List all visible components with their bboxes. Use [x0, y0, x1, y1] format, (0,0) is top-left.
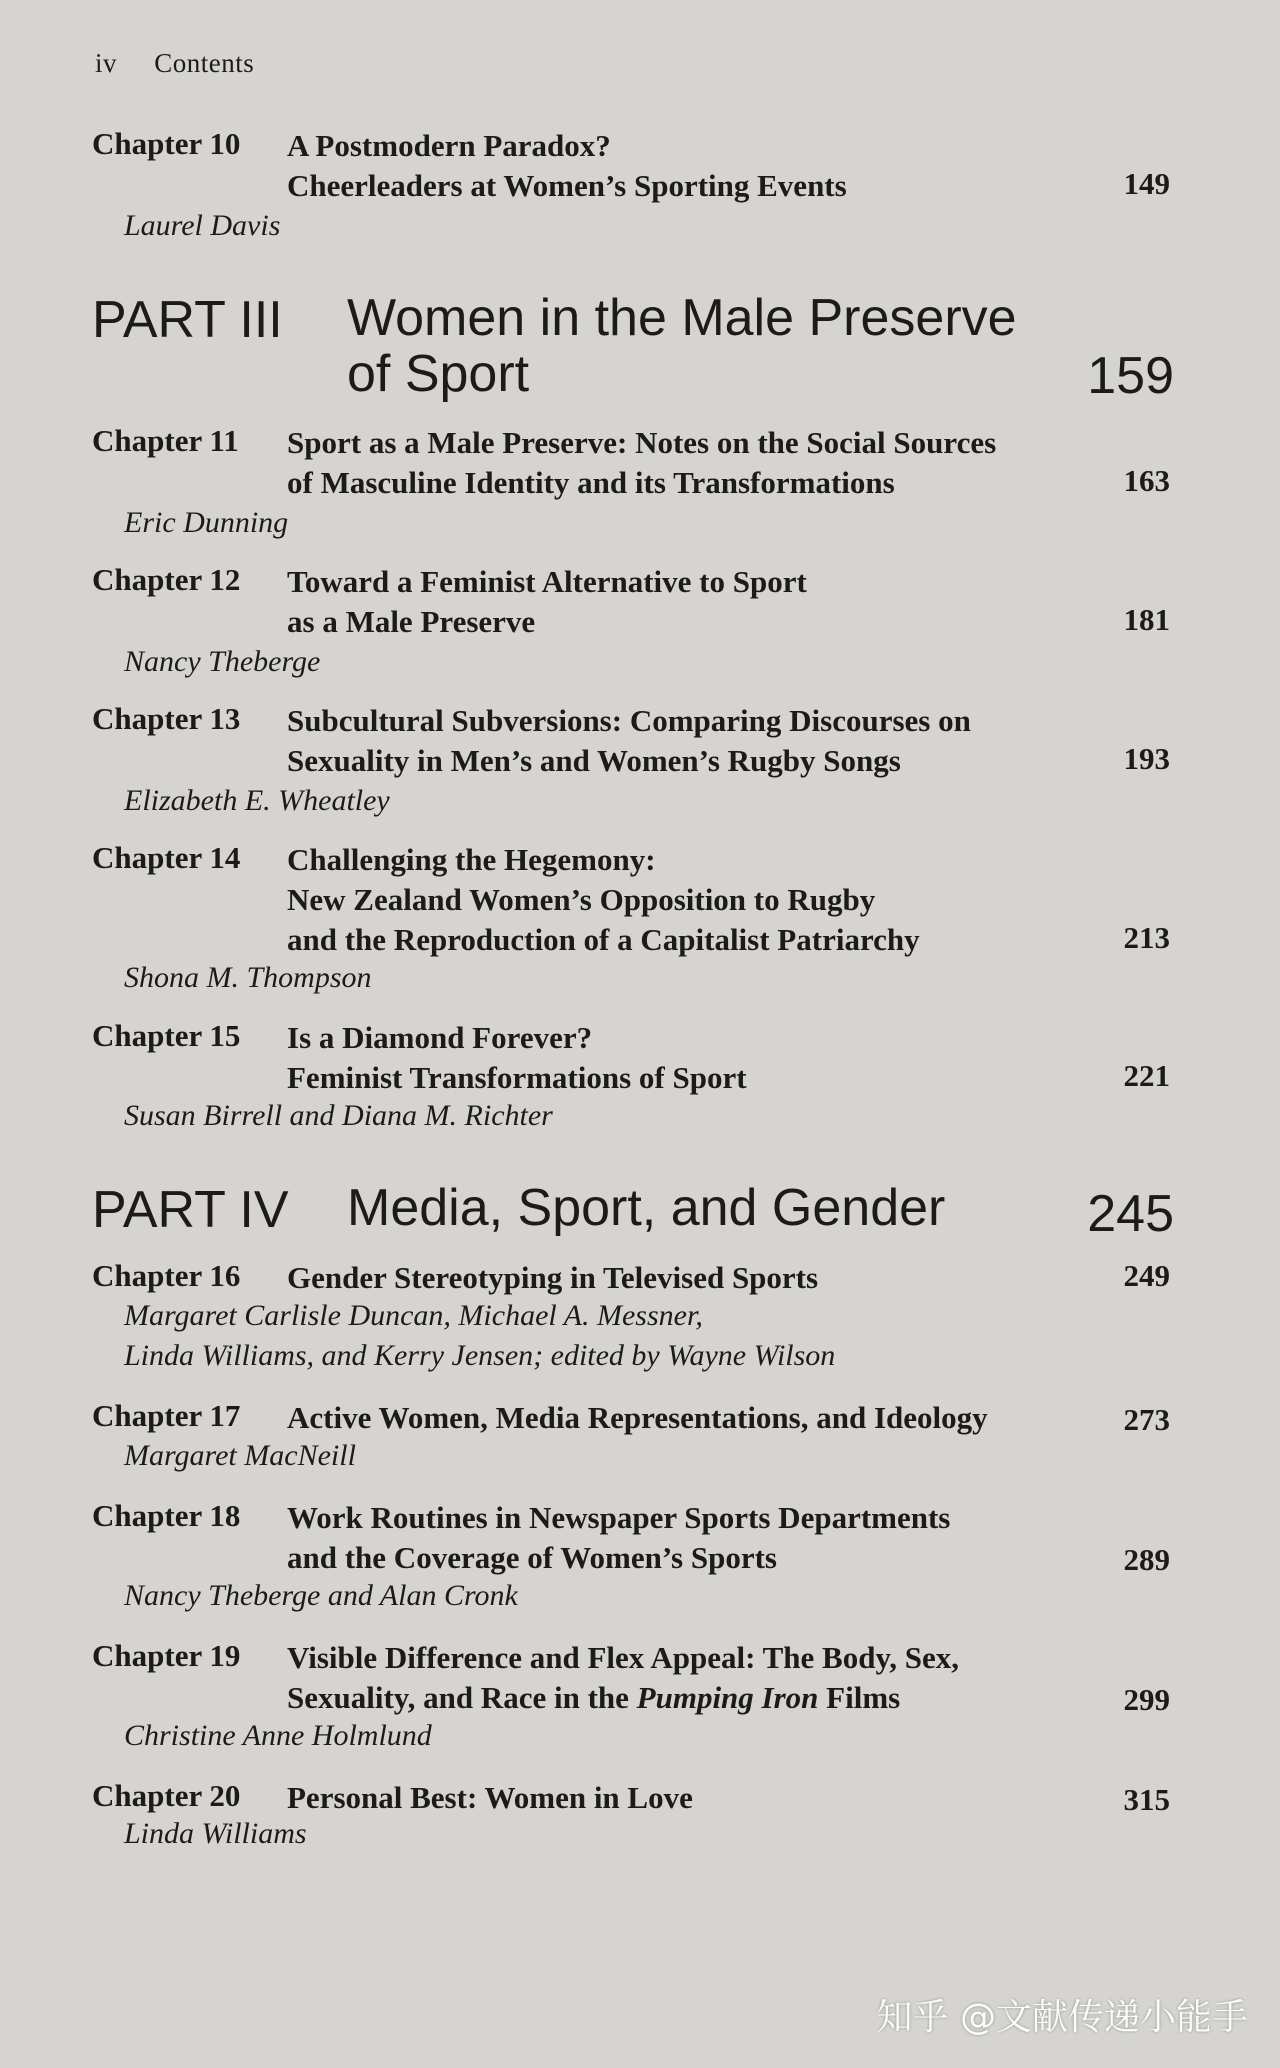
author-line: Shona M. Thompson: [124, 961, 372, 994]
author-line: Laurel Davis: [124, 209, 281, 242]
chapter-title-line: Work Routines in Newspaper Sports Departments: [287, 1500, 951, 1535]
chapter-title-line: as a Male Preserve: [287, 604, 536, 639]
page-number: 213: [1123, 920, 1170, 955]
chapter-title-line: of Masculine Identity and its Transformations: [287, 465, 895, 500]
chapter-number: Chapter 19: [92, 1638, 241, 1673]
author-line: Margaret Carlisle Duncan, Michael A. Messner,: [124, 1299, 703, 1332]
chapter-title-line: Cheerleaders at Women’s Sporting Events: [287, 168, 847, 203]
part-page-number: 159: [1087, 347, 1174, 405]
chapter-title-line: and the Reproduction of a Capitalist Patriarchy: [287, 922, 920, 957]
chapter-title-line: Gender Stereotyping in Televised Sports: [287, 1260, 819, 1295]
author-line: Linda Williams, and Kerry Jensen; edited by Wayne Wilson: [124, 1339, 836, 1372]
author-line: Susan Birrell and Diana M. Richter: [124, 1099, 553, 1132]
chapter-title-line: Is a Diamond Forever?: [287, 1020, 593, 1055]
chapter-number: Chapter 11: [92, 423, 239, 458]
chapter-number: Chapter 18: [92, 1498, 241, 1533]
page-number: 289: [1123, 1542, 1170, 1577]
chapter-number: Chapter 14: [92, 840, 241, 875]
author-line: Elizabeth E. Wheatley: [124, 784, 390, 817]
chapter-number: Chapter 15: [92, 1018, 241, 1053]
chapter-title: [287, 126, 847, 206]
author-line: Margaret MacNeill: [124, 1439, 356, 1472]
chapter-number: Chapter 10: [92, 126, 241, 161]
chapter-title: [287, 840, 920, 960]
running-head: [95, 48, 254, 79]
chapter-title-line: Toward a Feminist Alternative to Sport: [287, 564, 807, 599]
chapter-title-line: A Postmodern Paradox?: [287, 128, 611, 163]
chapter-title: [287, 423, 996, 503]
page-folio: iv: [95, 48, 118, 78]
chapter-title: [287, 1498, 950, 1578]
chapter-author: [124, 1814, 307, 1854]
part-page-number: 245: [1087, 1185, 1174, 1243]
chapter-title-line: and the Coverage of Women’s Sports: [287, 1540, 777, 1575]
chapter-author: [124, 1096, 553, 1136]
page-number: 273: [1123, 1402, 1170, 1437]
chapter-number: Chapter 16: [92, 1258, 241, 1293]
chapter-title-line: Subcultural Subversions: Comparing Discourses on: [287, 703, 971, 738]
chapter-author: [124, 642, 320, 682]
chapter-title-line: Visible Difference and Flex Appeal: The Body, Sex,: [287, 1640, 959, 1675]
author-line: Nancy Theberge: [124, 645, 321, 678]
page-number: 249: [1123, 1258, 1170, 1293]
chapter-title: [287, 1398, 988, 1438]
chapter-title: [287, 562, 807, 642]
author-line: Christine Anne Holmlund: [124, 1719, 432, 1752]
chapter-author: [124, 1436, 356, 1476]
part-title-line: Women in the Male Preserve: [347, 289, 1017, 347]
chapter-number: Chapter 13: [92, 701, 241, 736]
part-title: [347, 290, 1017, 402]
chapter-title: [287, 1018, 747, 1098]
chapter-title-line: Sport as a Male Preserve: Notes on the Social Sources: [287, 425, 997, 460]
chapter-author: [124, 503, 288, 543]
chapter-title-line: Feminist Transformations of Sport: [287, 1060, 747, 1095]
page-number: 299: [1123, 1682, 1170, 1717]
chapter-author: [124, 958, 372, 998]
watermark: 知乎 @文献传递小能手: [876, 1997, 1248, 2038]
chapter-title: [287, 1258, 818, 1298]
chapter-title: [287, 701, 971, 781]
part-title-line: Media, Sport, and Gender: [347, 1179, 946, 1237]
page-number: 163: [1123, 463, 1170, 498]
chapter-author: [124, 206, 280, 246]
page-number: 221: [1123, 1058, 1170, 1093]
chapter-author: [124, 1716, 432, 1756]
page-number: 149: [1123, 166, 1170, 201]
part-title-line: of Sport: [347, 345, 530, 403]
chapter-title-line: Personal Best: Women in Love: [287, 1780, 693, 1815]
running-head-label: Contents: [154, 48, 255, 78]
author-line: Nancy Theberge and Alan Cronk: [124, 1579, 518, 1612]
chapter-number: Chapter 12: [92, 562, 241, 597]
chapter-author: [124, 781, 390, 821]
chapter-title-line: Sexuality in Men’s and Women’s Rugby Songs: [287, 743, 901, 778]
chapter-title-line: Active Women, Media Representations, and Ideology: [287, 1400, 988, 1435]
chapter-title-line: New Zealand Women’s Opposition to Rugby: [287, 882, 876, 917]
chapter-number: Chapter 20: [92, 1778, 241, 1813]
page-number: 181: [1123, 602, 1170, 637]
part-label: PART IV: [92, 1181, 289, 1239]
chapter-number: Chapter 17: [92, 1398, 241, 1433]
author-line: Eric Dunning: [124, 506, 289, 539]
chapter-title: [287, 1638, 959, 1718]
page-number: 315: [1123, 1782, 1170, 1817]
part-title: [347, 1180, 945, 1236]
film-title: Pumping Iron: [636, 1680, 819, 1715]
author-line: Linda Williams: [124, 1817, 307, 1850]
page-number: 193: [1123, 741, 1170, 776]
chapter-author: [124, 1296, 835, 1376]
chapter-title-line: Sexuality, and Race in the Pumping Iron Films: [287, 1680, 901, 1715]
part-label: PART III: [92, 291, 283, 349]
chapter-title: [287, 1778, 693, 1818]
chapter-author: [124, 1576, 518, 1616]
chapter-title-line: Challenging the Hegemony:: [287, 842, 656, 877]
